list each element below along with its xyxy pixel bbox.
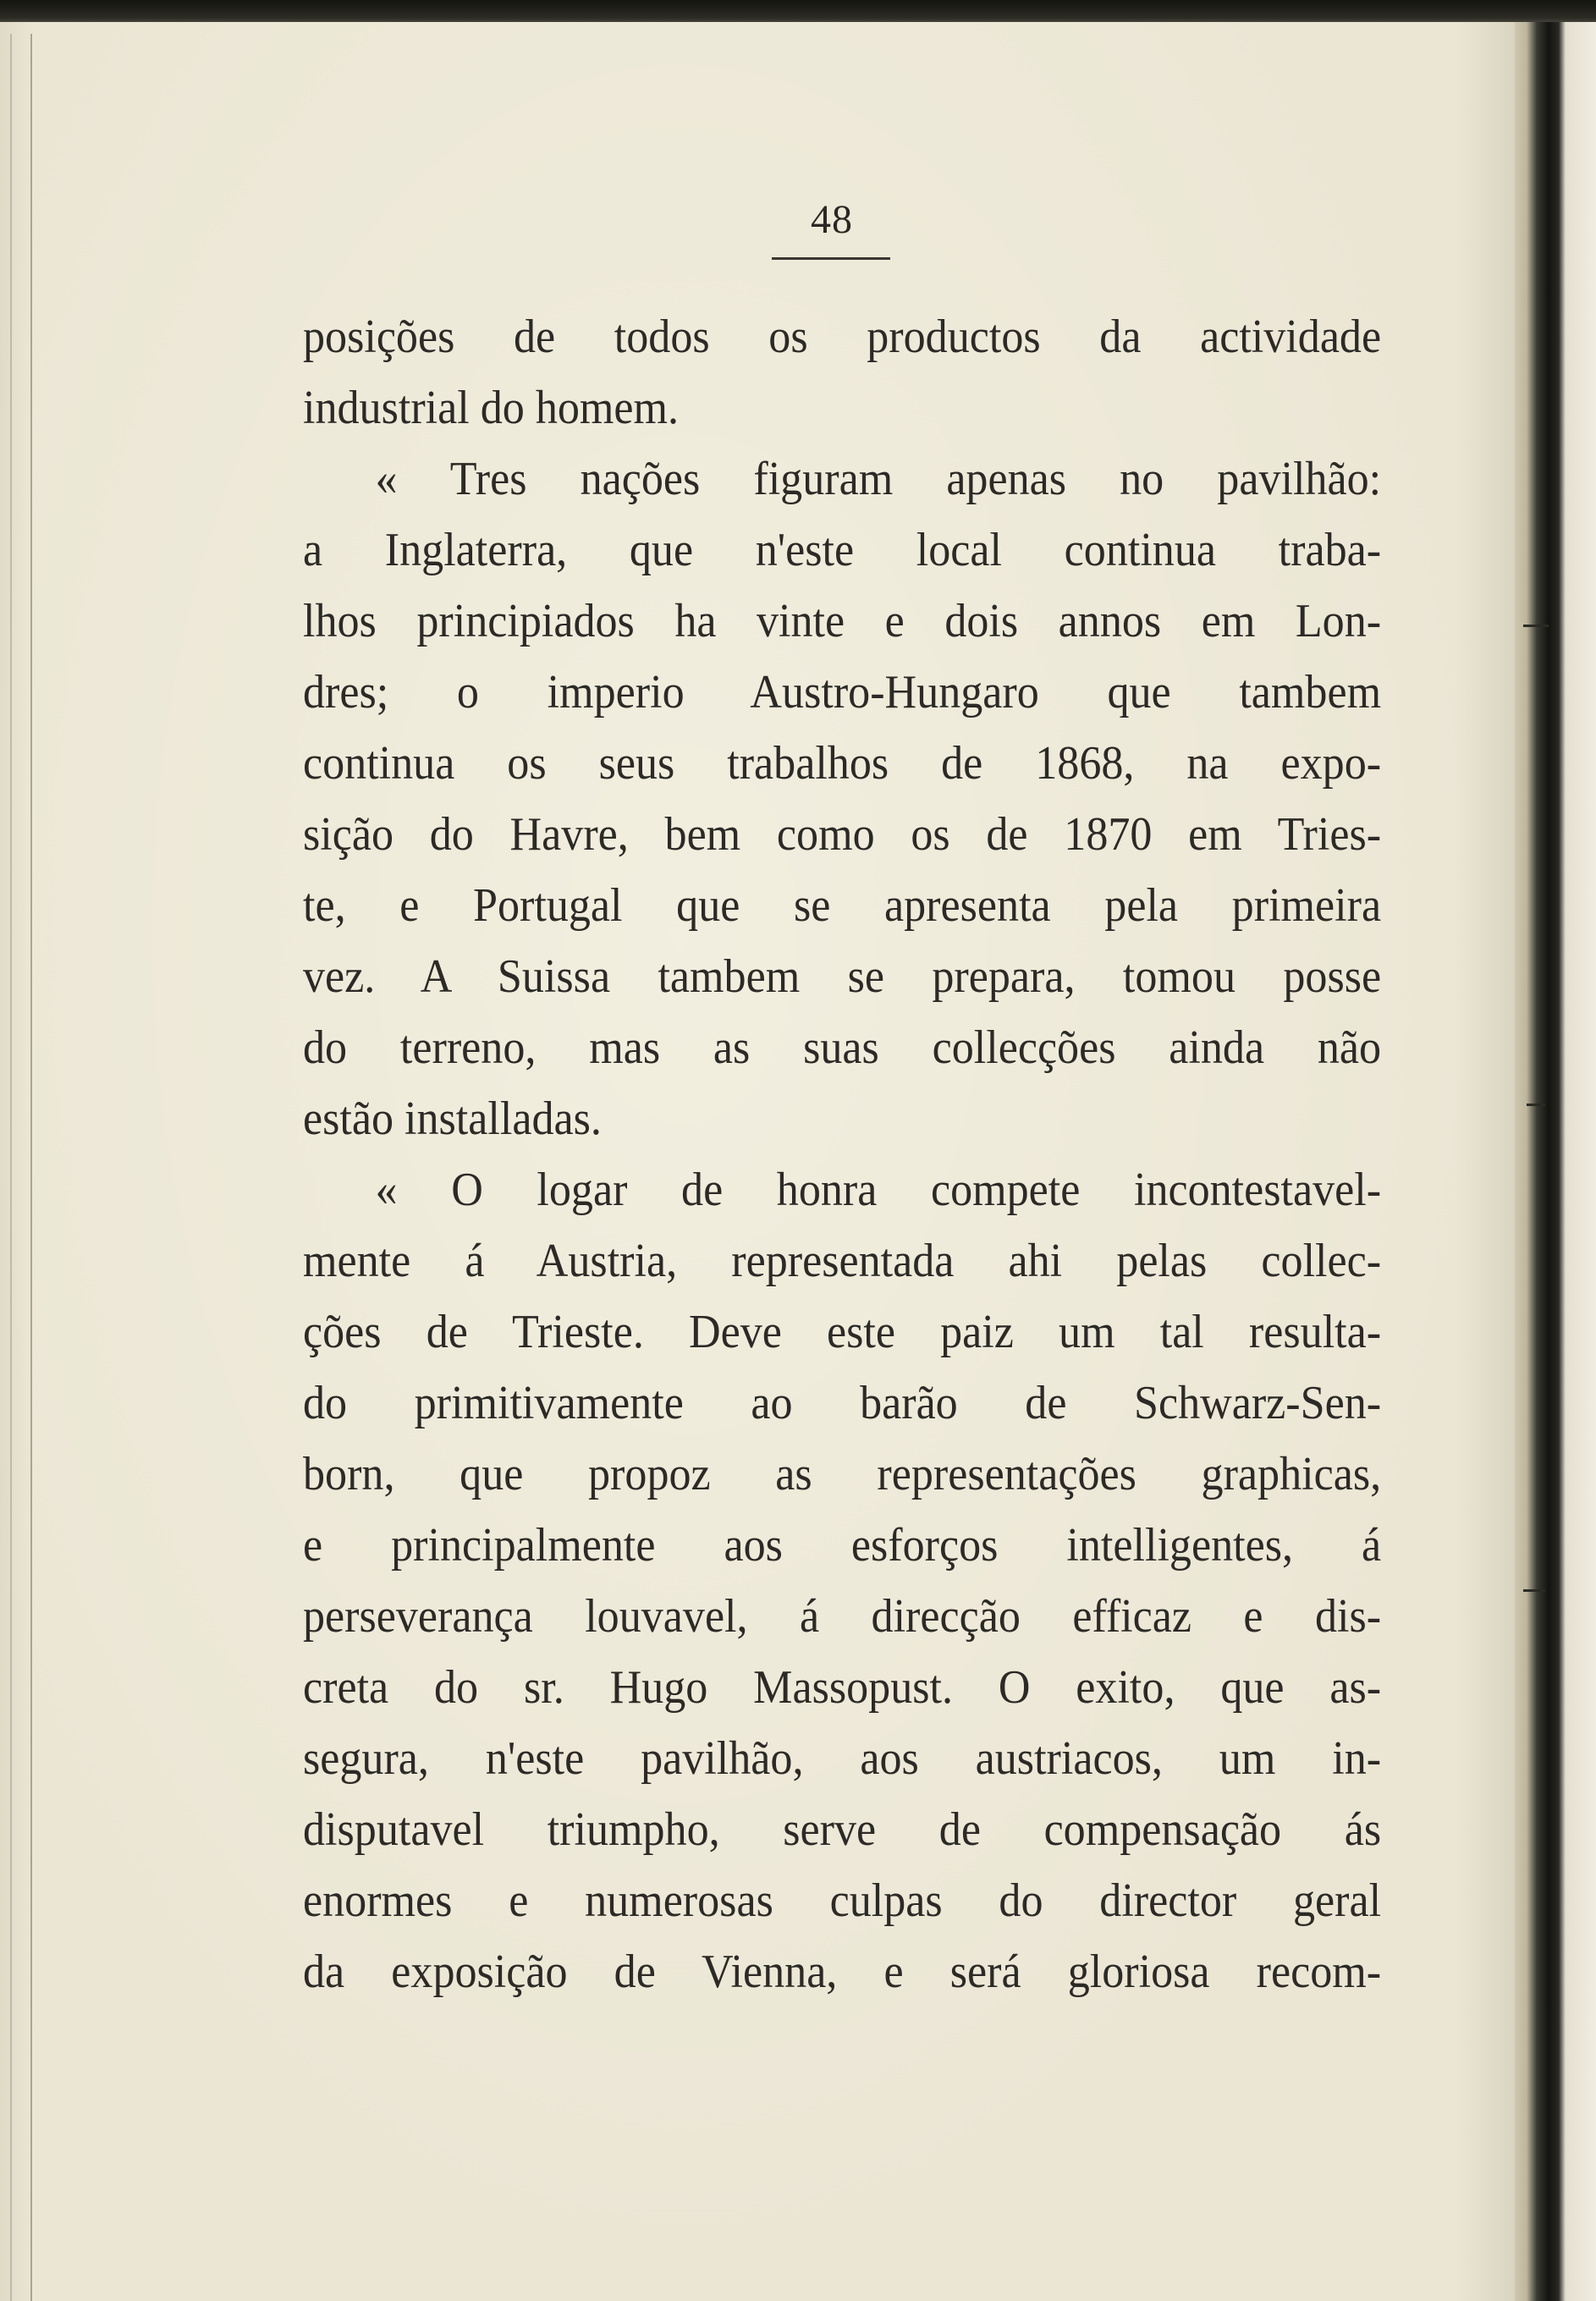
- text-line: segura, n'este pavilhão, aos austriacos, um in-: [303, 1732, 1382, 1785]
- margin-mark: [1523, 625, 1549, 627]
- text-line: continua os seus trabalhos de 1868, na expo-: [303, 737, 1382, 790]
- fore-edge-line: [30, 34, 32, 2301]
- text-line: perseverança louvavel, á direcção efficaz e dis-: [303, 1590, 1382, 1643]
- text-line: sição do Havre, bem como os de 1870 em Tries-: [303, 808, 1382, 861]
- text-line: da exposição de Vienna, e será gloriosa recom-: [303, 1946, 1382, 1998]
- margin-mark: [1527, 1104, 1545, 1106]
- gutter-shadow: [1515, 22, 1596, 2301]
- page-number: 48: [811, 197, 853, 242]
- text-line: ções de Trieste. Deve este paiz um tal resulta-: [303, 1306, 1382, 1358]
- text-line: disputavel triumpho, serve de compensação ás: [303, 1803, 1382, 1856]
- text-line: do terreno, mas as suas collecções ainda não: [303, 1021, 1382, 1074]
- page-number-rule: [772, 257, 890, 260]
- text-line: enormes e numerosas culpas do director geral: [303, 1874, 1382, 1927]
- text-line: dres; o imperio Austro-Hungaro que tambem: [303, 666, 1382, 718]
- text-line: industrial do homem.: [303, 382, 680, 434]
- text-line: a Inglaterra, que n'este local continua traba-: [303, 524, 1382, 576]
- text-line: « O logar de honra compete incontestavel-: [375, 1164, 1382, 1216]
- text-line: born, que propoz as representações graphicas,: [303, 1448, 1382, 1500]
- text-line: posições de todos os productos da actividade: [303, 311, 1382, 363]
- body-text: [303, 301, 1382, 2007]
- text-line: e principalmente aos esforços intelligentes, á: [303, 1519, 1382, 1572]
- text-line: mente á Austria, representada ahi pelas collec-: [303, 1235, 1382, 1287]
- text-line: vez. A Suissa tambem se prepara, tomou posse: [303, 950, 1382, 1003]
- margin-mark: [1523, 1589, 1545, 1592]
- text-line: do primitivamente ao barão de Schwarz-Sen-: [303, 1377, 1382, 1429]
- text-line: « Tres nações figuram apenas no pavilhão:: [375, 453, 1382, 505]
- text-line: lhos principiados ha vinte e dois annos em Lon-: [303, 595, 1382, 647]
- text-line: te, e Portugal que se apresenta pela primeira: [303, 879, 1382, 932]
- text-line: estão installadas.: [303, 1093, 602, 1145]
- text-line: creta do sr. Hugo Massopust. O exito, que as-: [303, 1661, 1382, 1714]
- fore-edge-line: [10, 34, 12, 2301]
